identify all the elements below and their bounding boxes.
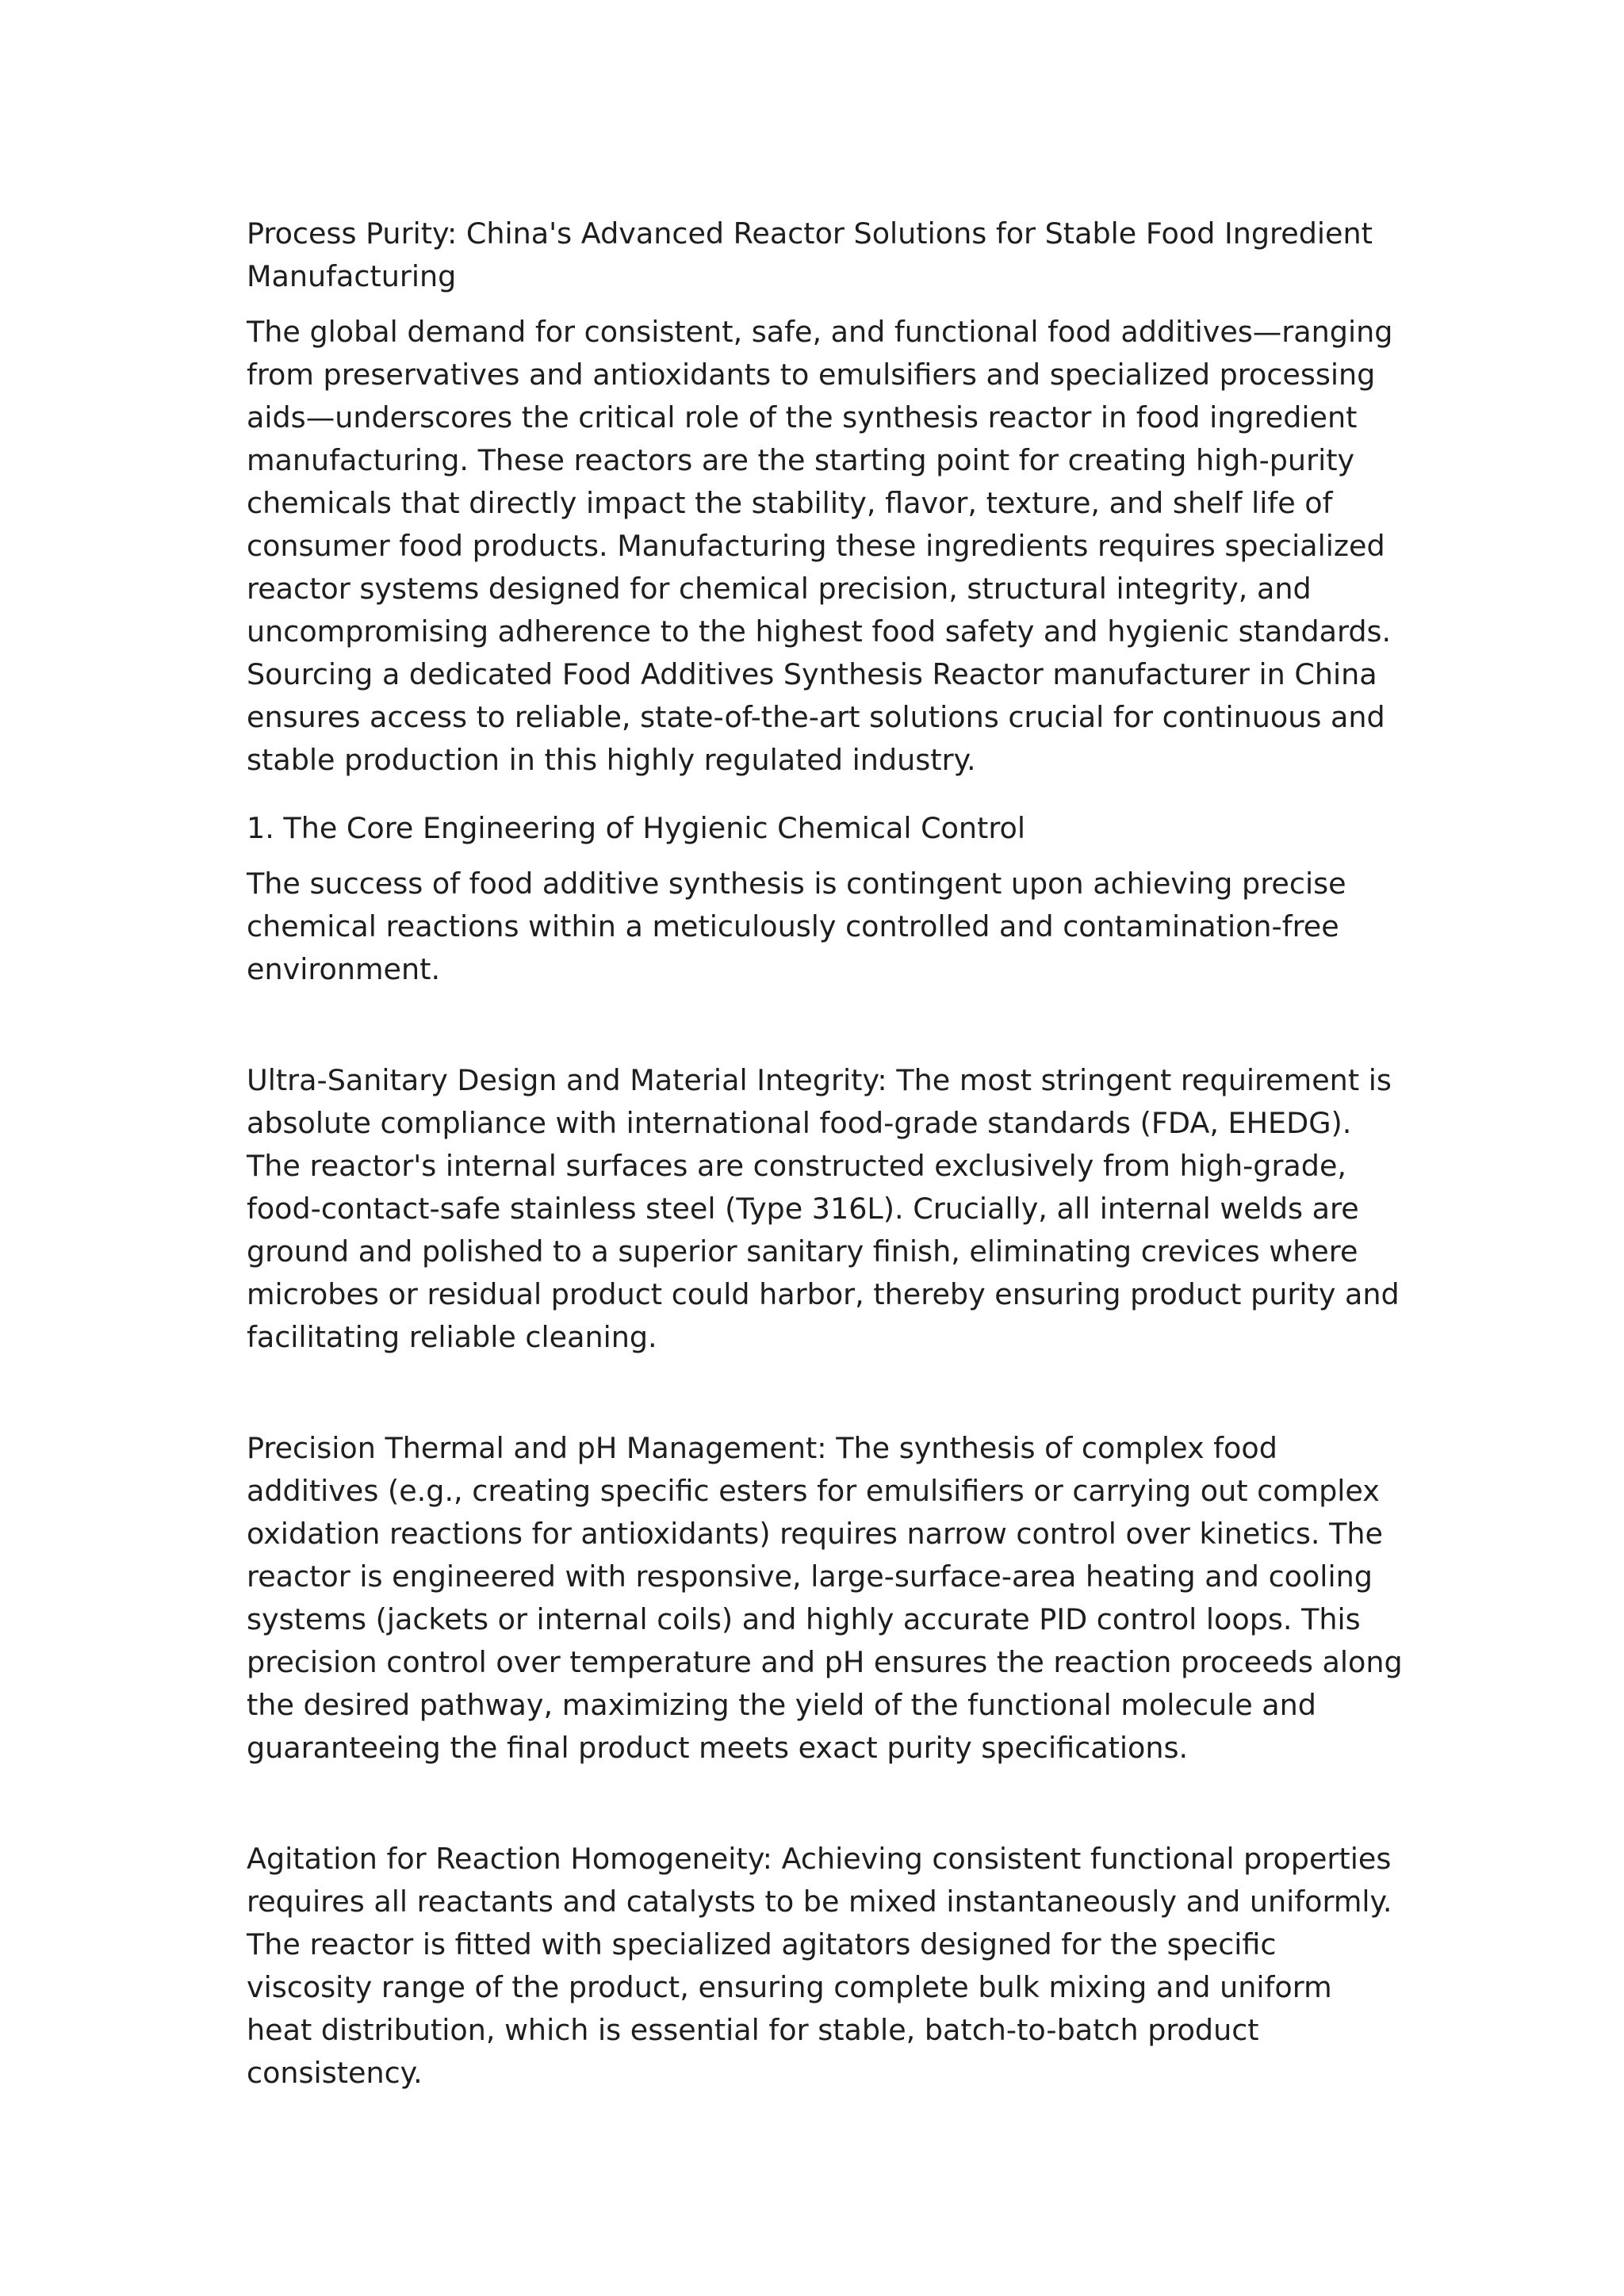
- intro-paragraph: The global demand for consistent, safe, and functional food additives—ranging from preservatives and antioxidants to emulsifiers and specialized processing aids—underscores the critical role of the synthesis reactor in food ingredient manufacturing. These reactors are the starting point for creating high-purity chemicals that directly impact the stability, flavor, texture, and shelf life of consumer food products. Manufacturing these ingredients requires specialized reactor systems designed for chemical precision, structural integrity, and uncompromising adherence to the highest food safety and hygienic standards. Sourcing a dedicated Food Additives Synthesis Reactor manufacturer in China ensures access to reliable, state-of-the-art solutions crucial for continuous and stable production in this highly regulated industry.: [247, 315, 1393, 777]
- document-title: Process Purity: China's Advanced Reactor Solutions for Stable Food Ingredient Manufacturing: [247, 216, 1373, 293]
- document-body: [247, 212, 1404, 2095]
- point-sanitary-design: Ultra-Sanitary Design and Material Integrity: The most stringent requirement is absolute compliance with international food-grade standards (FDA, EHEDG). The reactor's internal surfaces are constructed exclusively from high-grade, food-contact-safe stainless steel (Type 316L). Crucially, all internal welds are ground and polished to a superior sanitary finish, eliminating crevices where microbes or residual product could harbor, thereby ensuring product purity and facilitating reliable cleaning.: [247, 1063, 1400, 1354]
- point-agitation-homogeneity: Agitation for Reaction Homogeneity: Achieving consistent functional properties requires all reactants and catalysts to be mixed instantaneously and uniformly. The reactor is fitted with specialized agitators designed for the specific viscosity range of the product, ensuring complete bulk mixing and uniform heat distribution, which is essential for stable, batch-to-batch product consistency.: [247, 1842, 1392, 2090]
- section-intro-paragraph: The success of food additive synthesis is contingent upon achieving precise chemical reactions within a meticulously controlled and contamination-free environment.: [247, 867, 1346, 986]
- section-heading: 1. The Core Engineering of Hygienic Chemical Control: [247, 811, 1026, 845]
- point-thermal-ph-management: Precision Thermal and pH Management: The synthesis of complex food additives (e.g., creating specific esters for emulsifiers or carrying out complex oxidation reactions for antioxidants) requires narrow control over kinetics. The reactor is engineered with responsive, large-surface-area heating and cooling systems (jackets or internal coils) and highly accurate PID control loops. This precision control over temperature and pH ensures the reaction proceeds along the desired pathway, maximizing the yield of the functional molecule and guaranteeing the final product meets exact purity specifications.: [247, 1431, 1403, 1765]
